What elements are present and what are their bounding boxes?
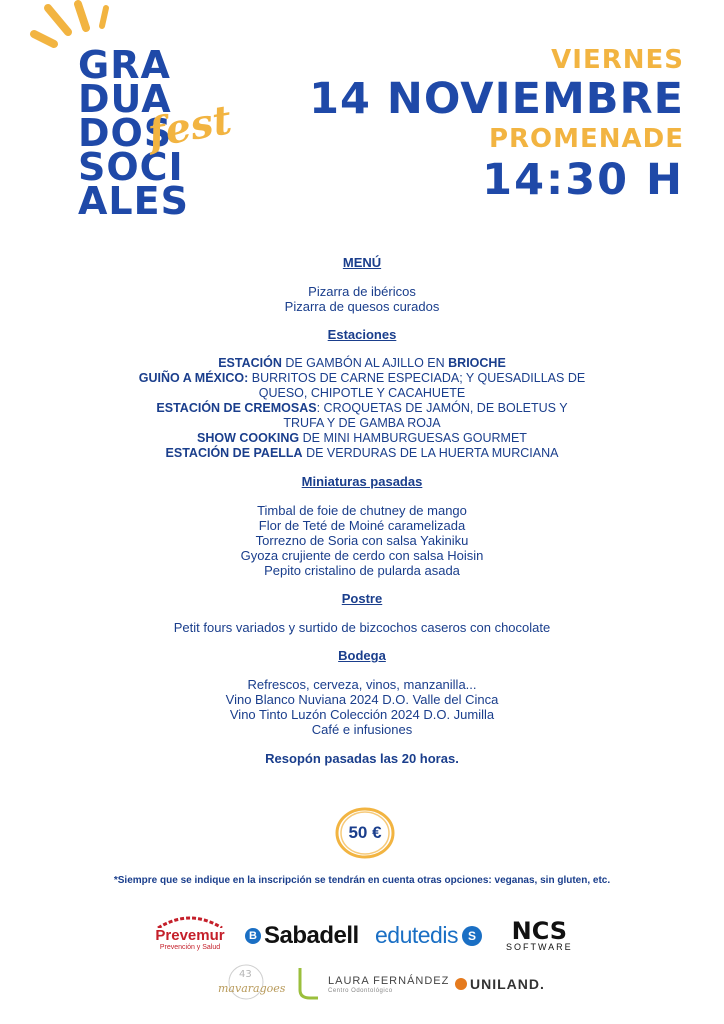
menu-item: Pizarra de quesos curados (284, 299, 440, 314)
ncs-logo (506, 917, 573, 952)
station-text: TRUFA Y DE GAMBA ROJA (283, 416, 441, 430)
bodega-item: Vino Tinto Luzón Colección 2024 D.O. Jumilla (229, 707, 495, 722)
miniaturas-title: Miniaturas pasadas (301, 474, 423, 489)
stations-title: Estaciones (327, 327, 397, 342)
station-highlight: SHOW COOKING (197, 431, 300, 445)
bodega-title: Bodega (338, 648, 386, 663)
event-date: 14 NOVIEMBRE (309, 74, 684, 124)
laura-l-icon (296, 966, 320, 1002)
postre-title: Postre (341, 591, 383, 606)
logo-line: DUA (78, 77, 172, 121)
uniland-name: UNILAND. (470, 976, 545, 992)
logo-line: ALES (78, 179, 189, 223)
station-highlight: ESTACIÓN (218, 356, 282, 370)
miniatura-item: Timbal de foie de chutney de mango (257, 503, 467, 518)
edutedis-logo (375, 922, 482, 949)
station-line (0, 371, 724, 386)
prevemur-logo (150, 914, 230, 951)
station-text: BURRITOS DE CARNE ESPECIADA; Y QUESADILLAS DE (248, 371, 586, 385)
station-text: DE VERDURAS DE LA HUERTA MURCIANA (302, 446, 559, 460)
stations-list (0, 356, 724, 461)
station-highlight: GUIÑO A MÉXICO: (138, 371, 249, 385)
station-line (0, 446, 724, 461)
event-day: VIERNES (551, 45, 684, 75)
postre-item: Petit fours variados y surtido de bizcochos caseros con chocolate (173, 620, 551, 635)
ncs-name: NCS (511, 917, 568, 945)
event-venue: PROMENADE (488, 124, 684, 154)
sabadell-name: Sabadell (264, 922, 359, 949)
station-line (0, 386, 724, 401)
edutedis-s-icon: S (462, 926, 482, 946)
station-highlight: BRIOCHE (448, 356, 506, 370)
miniatura-item: Pepito cristalino de pularda asada (264, 563, 460, 578)
prevemur-sub: Prevención y Salud (159, 944, 221, 951)
miniatura-item: Flor de Teté de Moiné caramelizada (258, 518, 466, 533)
graduados-sociales-logo (78, 43, 258, 223)
logo-line: DOS (78, 111, 173, 155)
menu-title: MENÚ (342, 255, 382, 270)
bodega-item: Café e infusiones (311, 722, 413, 737)
station-text: QUESO, CHIPOTLE Y CACAHUETE (258, 386, 466, 400)
menu (0, 254, 724, 766)
event-info (309, 44, 684, 204)
uniland-logo (455, 976, 545, 992)
station-line (0, 356, 724, 371)
laura-sub: Centro Odontológico (328, 987, 393, 994)
ncs-sub: SOFTWARE (506, 942, 573, 952)
price-badge (333, 805, 397, 861)
logo-line: SOCI (78, 145, 184, 189)
bodega-item: Vino Blanco Nuviana 2024 D.O. Valle del Cinca (225, 692, 499, 707)
station-line (0, 401, 724, 416)
dietary-note: *Siempre que se indique en la inscripción se tendrán en cuenta otras opciones: veganas, sin gluten, etc. (113, 875, 611, 886)
sabadell-b-icon: B (245, 928, 261, 944)
station-text: DE MINI HAMBURGUESAS GOURMET (299, 431, 527, 445)
fest-script: fest (144, 96, 236, 157)
sabadell-logo (245, 922, 359, 950)
miniatura-item: Torrezno de Soria con salsa Yakiniku (255, 533, 469, 548)
price-value: 50 € (348, 823, 382, 842)
uniland-dot-icon (455, 978, 467, 990)
resopon-note: Resopón pasadas las 20 horas. (265, 751, 459, 766)
station-line (0, 416, 724, 431)
prevemur-arc-icon (150, 914, 230, 928)
bodega-item: Refrescos, cerveza, vinos, manzanilla... (247, 677, 477, 692)
laura-name: LAURA FERNÁNDEZ (328, 974, 450, 987)
logo-line: GRA (78, 43, 171, 87)
mv-script: mavaragoes (218, 982, 286, 995)
edutedis-name: edutedis (375, 922, 458, 948)
miniatura-item: Gyoza crujiente de cerdo con salsa Hoisin (240, 548, 484, 563)
station-highlight: ESTACIÓN DE CREMOSAS (156, 401, 317, 415)
event-time: 14:30 H (482, 155, 684, 205)
station-line (0, 431, 724, 446)
station-text: DE GAMBÓN AL AJILLO EN (281, 356, 449, 370)
station-text: : CROQUETAS DE JAMÓN, DE BOLETUS Y (316, 401, 568, 415)
prevemur-name: Prevemur (155, 927, 225, 944)
menu-item: Pizarra de ibéricos (308, 284, 416, 299)
mv-anniversary-logo (218, 960, 290, 1006)
station-highlight: ESTACIÓN DE PAELLA (165, 446, 303, 460)
mv-number: 43 (239, 969, 252, 980)
laura-fernandez-logo (296, 966, 449, 1002)
